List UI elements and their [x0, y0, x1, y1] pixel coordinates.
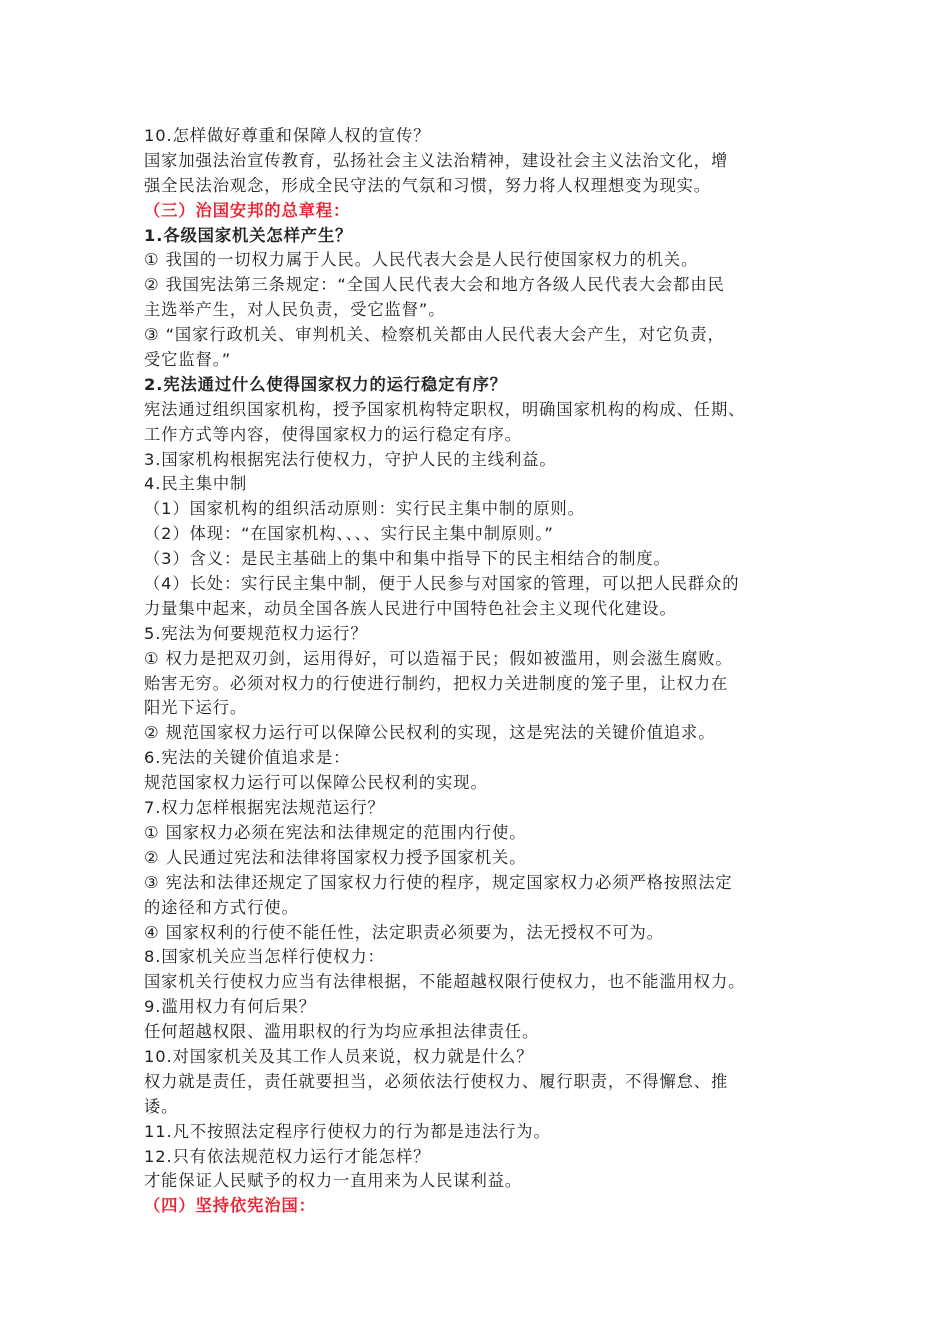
text-line: 力量集中起来，动员全国各族人民进行中国特色社会主义现代化建设。: [144, 598, 677, 618]
text-line: 11.凡不按照法定程序行使权力的行为都是违法行为。: [144, 1121, 551, 1141]
text-line: 规范国家权力运行可以保障公民权利的实现。: [144, 773, 488, 793]
text-line: 受它监督。”: [144, 350, 232, 370]
text-line: 3.国家机构根据宪法行使权力，守护人民的主线利益。: [144, 449, 557, 469]
question-heading: 2.宪法通过什么使得国家权力的运行稳定有序？: [144, 374, 507, 394]
text-line: （2）体现：“在国家机构、、、、实行民主集中制原则。”: [144, 524, 554, 544]
text-line: 贻害无穷。必须对权力的行使进行制约，把权力关进制度的笼子里，让权力在: [144, 673, 729, 693]
text-line: 国家加强法治宣传教育，弘扬社会主义法治精神，建设社会主义法治文化，增: [144, 150, 729, 170]
text-line: 7.权力怎样根据宪法规范运行？: [144, 798, 385, 818]
text-line: （4）长处：实行民主集中制，便于人民参与对国家的管理，可以把人民群众的: [144, 574, 740, 594]
text-line: ② 我国宪法第三条规定：“全国人民代表大会和地方各级人民代表大会都由民: [144, 275, 725, 295]
text-line: 宪法通过组织国家机构，授予国家机构特定职权，明确国家机构的构成、任期、: [144, 399, 746, 419]
text-line: 9.滥用权力有何后果？: [144, 997, 316, 1017]
text-line: ① 我国的一切权力属于人民。人民代表大会是人民行使国家权力的机关。: [144, 250, 699, 270]
text-line: 国家机关行使权力应当有法律根据，不能超越权限行使权力，也不能滥用权力。: [144, 972, 746, 992]
section-heading: （四）坚持依宪治国：: [144, 1196, 316, 1216]
text-line: 5.宪法为何要规范权力运行？: [144, 623, 368, 643]
text-line: 工作方式等内容，使得国家权力的运行稳定有序。: [144, 424, 522, 444]
text-line: 权力就是责任，责任就要担当，必须依法行使权力、履行职责，不得懈怠、推: [144, 1071, 729, 1091]
text-line: ④ 国家权利的行使不能任性，法定职责必须要为，法无授权不可为。: [144, 922, 664, 942]
text-line: 12.只有依法规范权力运行才能怎样？: [144, 1146, 431, 1166]
text-line: ③ 宪法和法律还规定了国家权力行使的程序，规定国家权力必须严格按照法定: [144, 872, 733, 892]
text-line: 10.怎样做好尊重和保障人权的宣传？: [144, 126, 431, 145]
document-body: [144, 124, 816, 1219]
section-heading: （三）治国安邦的总章程：: [144, 200, 351, 220]
text-line: ② 规范国家权力运行可以保障公民权利的实现，这是宪法的关键价值追求。: [144, 723, 716, 743]
text-line: ③ “国家行政机关、审判机关、检察机关都由人民代表大会产生，对它负责，: [144, 325, 725, 345]
text-line: 10.对国家机关及其工作人员来说，权力就是什么？: [144, 1046, 534, 1066]
text-line: ② 人民通过宪法和法律将国家权力授予国家机关。: [144, 847, 527, 867]
text-line: 任何超越权限、滥用职权的行为均应承担法律责任。: [144, 1022, 540, 1042]
text-line: 才能保证人民赋予的权力一直用来为人民谋利益。: [144, 1171, 522, 1191]
text-line: ① 权力是把双刃剑，运用得好，可以造福于民；假如被滥用，则会滋生腐败。: [144, 648, 733, 668]
text-line: 强全民法治观念，形成全民守法的气氛和习惯，努力将人权理想变为现实。: [144, 175, 711, 195]
text-line: 的途径和方式行使。: [144, 897, 299, 917]
text-line: 8.国家机关应当怎样行使权力：: [144, 947, 385, 967]
text-line: （1）国家机构的组织活动原则：实行民主集中制的原则。: [144, 499, 585, 519]
text-line: ① 国家权力必须在宪法和法律规定的范围内行使。: [144, 822, 527, 842]
text-line: 4.民主集中制: [144, 474, 248, 494]
question-heading: 1.各级国家机关怎样产生？: [144, 225, 353, 245]
text-line: 主选举产生，对人民负责，受它监督”。: [144, 300, 446, 320]
text-line: （3）含义：是民主基础上的集中和集中指导下的民主相结合的制度。: [144, 549, 671, 569]
text-line: 诿。: [144, 1096, 179, 1116]
text-line: 阳光下运行。: [144, 698, 248, 718]
text-line: 6.宪法的关键价值追求是：: [144, 748, 351, 768]
